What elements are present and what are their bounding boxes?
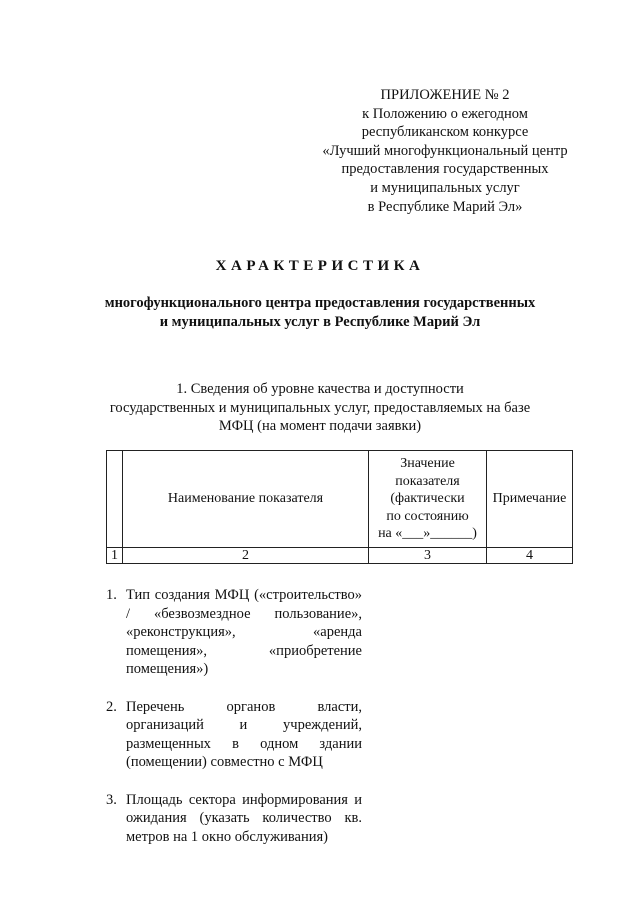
list-item (106, 586, 362, 679)
section-line: 1. Сведения об уровне качества и доступности (176, 381, 464, 397)
subtitle-line: многофункционального центра предоставления государственных (104, 295, 536, 311)
header-value-line: (фактически (390, 491, 465, 507)
section-line: государственных и муниципальных услуг, предоставляемых на базе (109, 399, 531, 416)
appendix-line: в Республике Марий Эл» (367, 198, 523, 215)
appendix-line: ПРИЛОЖЕНИЕ № 2 (380, 87, 510, 103)
header-cell-note: Примечание (487, 451, 573, 548)
table-header-row (107, 451, 573, 548)
header-cell-name: Наименование показателя (123, 451, 369, 548)
appendix-header (300, 86, 590, 216)
item-text: Площадь сектора информирования и ожидания (указать количество кв. метров на 1 окно обслуживания) (126, 791, 362, 845)
item-number: 3. (106, 791, 117, 808)
appendix-line: предоставления государственных (341, 161, 549, 178)
document-subtitle (60, 294, 580, 332)
subtitle-line: и муниципальных услуг в Республике Марий Эл (159, 314, 481, 330)
item-number: 1. (106, 587, 117, 603)
item-number: 2. (106, 698, 117, 715)
header-value-line: показателя (395, 473, 460, 489)
section-line: МФЦ (на момент подачи заявки) (218, 418, 422, 435)
section-heading (70, 380, 570, 436)
header-cell-blank (107, 451, 123, 548)
column-number: 3 (369, 548, 487, 564)
column-number: 4 (487, 548, 573, 564)
column-number-row (107, 548, 573, 564)
header-value-line: на «___»______) (378, 526, 477, 542)
appendix-line: к Положению о ежегодном (362, 105, 528, 122)
indicator-list (106, 586, 362, 865)
header-cell-value (369, 451, 487, 548)
list-item (106, 698, 362, 772)
column-number: 2 (123, 548, 369, 564)
item-text: Перечень органов власти, организаций и учреждений, размещенных в одном здании (помещении) совместно с МФЦ (126, 698, 362, 770)
appendix-line: республиканском конкурсе (361, 124, 529, 141)
indicators-table (106, 450, 573, 564)
list-item (106, 791, 362, 847)
appendix-line: «Лучший многофункциональный центр (322, 142, 568, 159)
header-value-line: по состоянию (386, 508, 469, 524)
item-text: Тип создания МФЦ («строительство» / «безвозмездное пользование», «реконструкция», «аренда помещения», «приобретение помещения») (126, 587, 362, 677)
document-title: ХАРАКТЕРИСТИКА (215, 258, 425, 274)
appendix-line: и муниципальных услуг (370, 179, 520, 196)
column-number: 1 (107, 548, 123, 564)
header-value-line: Значение (400, 456, 455, 472)
